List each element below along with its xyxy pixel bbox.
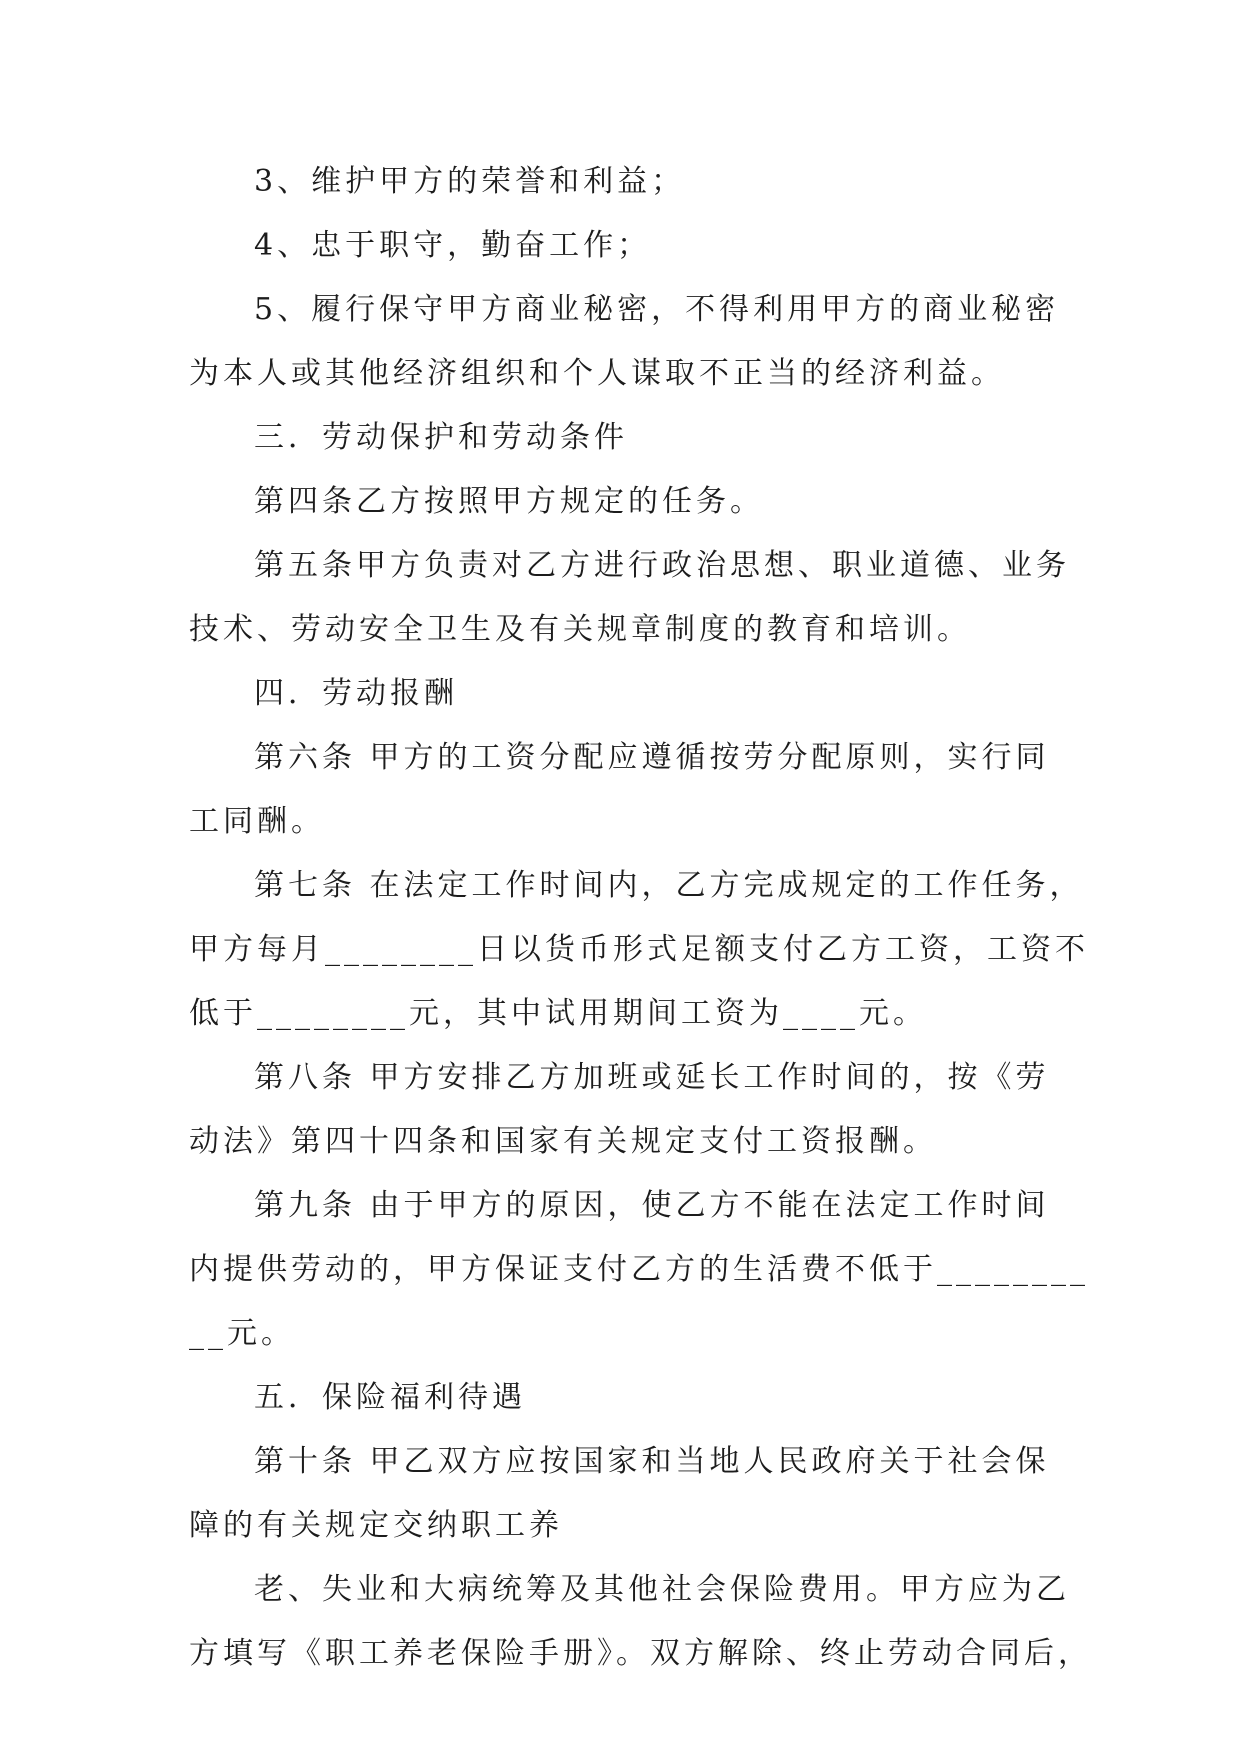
text-line: 3、维护甲方的荣誉和利益；: [254, 164, 686, 199]
text-line: 为本人或其他经济组织和个人谋取不正当的经济利益。: [189, 356, 1005, 391]
section-heading: 四．劳动报酬: [254, 676, 458, 711]
text-line: 第十条 甲乙双方应按国家和当地人民政府关于社会保: [254, 1444, 1050, 1479]
text-line: 第五条甲方负责对乙方进行政治思想、职业道德、业务: [254, 548, 1070, 583]
text-line: 低于________元，其中试用期间工资为____元。: [189, 996, 927, 1031]
text-line: 第八条 甲方安排乙方加班或延长工作时间的，按《劳: [254, 1060, 1050, 1095]
text-line: 第七条 在法定工作时间内，乙方完成规定的工作任务，: [254, 868, 1084, 903]
document-page: [189, 150, 1092, 1686]
text-line: 工同酬。: [189, 804, 325, 839]
text-line: 第六条 甲方的工资分配应遵循按劳分配原则，实行同: [254, 740, 1050, 775]
text-line: 4、忠于职守，勤奋工作；: [254, 228, 652, 263]
section-heading: 三．劳动保护和劳动条件: [254, 420, 628, 455]
section-heading: 五．保险福利待遇: [254, 1380, 526, 1415]
text-line: 5、履行保守甲方商业秘密，不得利用甲方的商业秘密: [254, 292, 1060, 327]
text-line: 技术、劳动安全卫生及有关规章制度的教育和培训。: [189, 612, 971, 647]
text-line: 障的有关规定交纳职工养: [189, 1508, 563, 1543]
text-line: 老、失业和大病统筹及其他社会保险费用。甲方应为乙: [254, 1572, 1070, 1607]
text-line: 内提供劳动的，甲方保证支付乙方的生活费不低于________: [189, 1252, 1089, 1287]
text-line: 方填写《职工养老保险手册》。双方解除、终止劳动合同后，: [189, 1636, 1092, 1671]
text-line: 第四条乙方按照甲方规定的任务。: [254, 484, 764, 519]
text-line: __元。: [189, 1316, 295, 1351]
text-line: 动法》第四十四条和国家有关规定支付工资报酬。: [189, 1124, 937, 1159]
text-line: 甲方每月________日以货币形式足额支付乙方工资，工资不: [189, 932, 1089, 967]
text-line: 第九条 由于甲方的原因，使乙方不能在法定工作时间: [254, 1188, 1050, 1223]
